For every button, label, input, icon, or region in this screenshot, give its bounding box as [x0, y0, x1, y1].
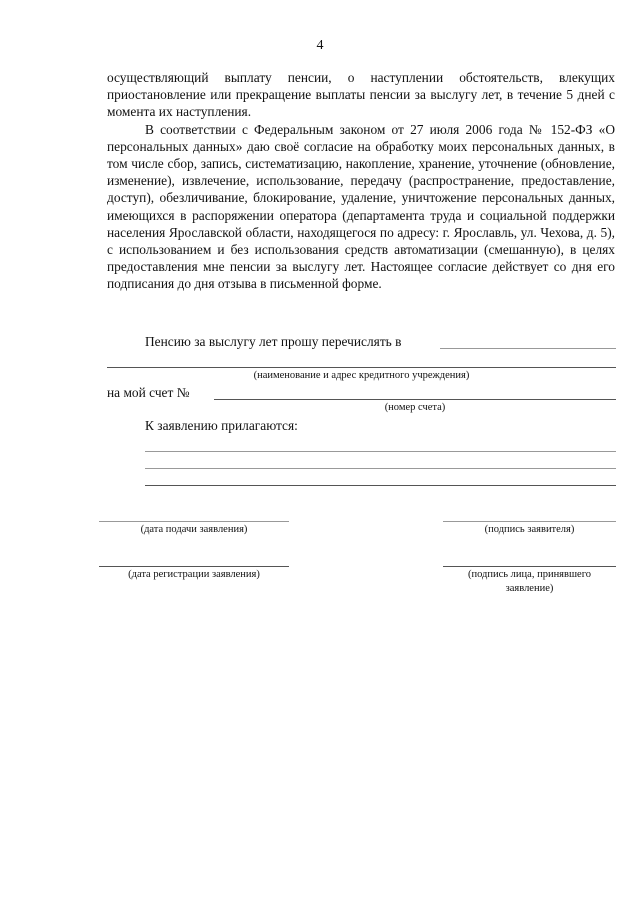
bank-name-field-inline[interactable]: [440, 348, 616, 349]
paragraph-consent: В соответствии с Федеральным законом от 27 июля 2006 года № 152-ФЗ «О персональных данных» даю своё согласие на обработку моих персональных данных, в том числе сбор, запись, систематизацию, накопление, хранение, уточнение (обновление, изменение), извлечение, использование, передачу (распространение, предоставление, доступ), обезличивание, блокирование, удаление, уничтожение персональных данных, имеющихся в распоряжении оператора (департамента труда и социальной поддержки населения Ярославской области, находящегося по адресу: г. Ярославль, ул. Чехова, д. 5), с использованием и без использования средств автоматизации (смешанную), в целях предоставления мне пенсии за выслугу лет. Настоящее согласие действует со дня его подписания до дня отзыва в письменной форме.: [107, 121, 615, 292]
paragraph-continuation: осуществляющий выплату пенсии, о наступлении обстоятельств, влекущих приостановление или прекращение выплаты пенсии за выслугу лет, в течение 5 дней с момента их наступления.: [107, 70, 615, 120]
submit-date-caption: (дата подачи заявления): [140, 524, 248, 535]
page-number: 4: [316, 38, 324, 53]
attachment-line-1[interactable]: [145, 451, 616, 452]
applicant-signature-caption: (подпись заявителя): [484, 524, 575, 535]
submit-date-field[interactable]: [99, 521, 289, 522]
account-number-field[interactable]: [214, 399, 616, 400]
attachments-label: К заявлению прилагаются:: [145, 418, 298, 433]
account-label: на мой счет №: [107, 385, 190, 400]
bank-caption: (наименование и адрес кредитного учреждения): [253, 370, 470, 381]
receiver-signature-field[interactable]: [443, 566, 616, 567]
account-caption: (номер счета): [384, 402, 446, 413]
transfer-label: Пенсию за выслугу лет прошу перечислять в: [145, 334, 402, 349]
registration-date-field[interactable]: [99, 566, 289, 567]
bank-name-field[interactable]: [107, 367, 616, 368]
receiver-signature-caption: (подпись лица, принявшего заявление): [467, 569, 592, 594]
applicant-signature-field[interactable]: [443, 521, 616, 522]
body-text: [107, 69, 615, 293]
attachment-line-3[interactable]: [145, 485, 616, 486]
attachment-line-2[interactable]: [145, 468, 616, 469]
registration-date-caption: (дата регистрации заявления): [128, 569, 260, 580]
